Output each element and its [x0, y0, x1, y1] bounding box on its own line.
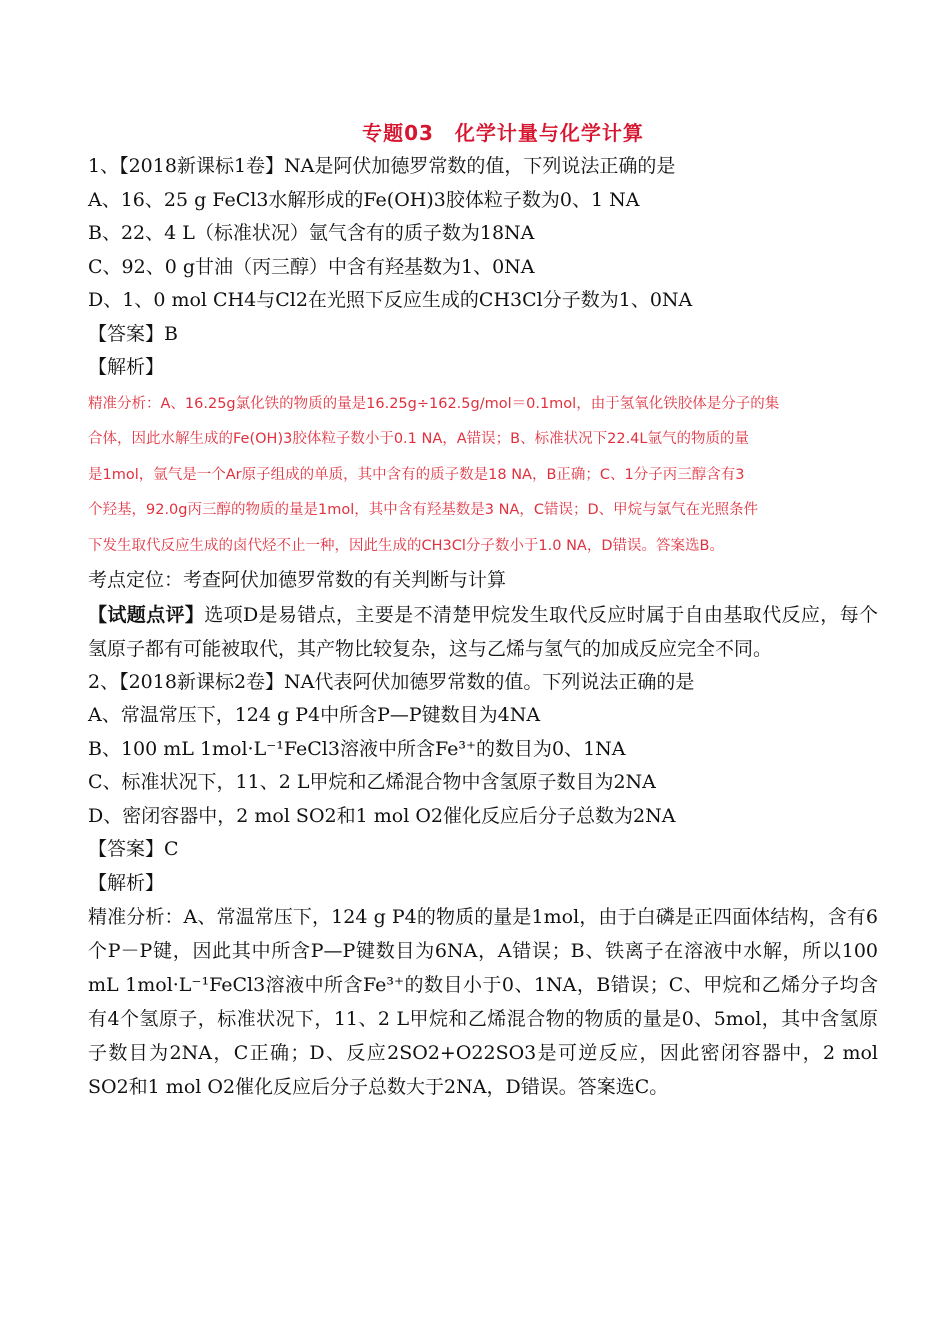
q1-comment-text: 选项D是易错点，主要是不清楚甲烷发生取代反应时属于自由基取代反应，每个氢原子都有可能被取代，其产物比较复杂，这与乙烯与氢气的加成反应完全不同。: [88, 603, 878, 660]
q1-analysis-line: 精准分析：A、16.25g氯化铁的物质的量是16.25g÷162.5g/mol＝0.1mol，由于氢氧化铁胶体是分子的集: [88, 395, 780, 412]
q1-kaodian: 考点定位：考查阿伏加德罗常数的有关判断与计算: [88, 569, 507, 591]
q2-analysis-text: 精准分析：A、常温常压下，124 g P4的物质的量是1mol，由于白磷是正四面体结构，含有6个P－P键，因此其中所含P—P键数目为6NA，A错误；B、铁离子在溶液中水解，所以100 mL 1mol·L⁻¹FeCl3溶液中所含Fe³⁺的数目小于0、1NA，B错误；C、甲烷和乙烯分子均含有4个氢原子，标准状况下，11、2 L甲烷和乙烯混合物的物质的量是0、5mol，其中含氢原子数目为2NA，C正确；D、反应2SO2+O22SO3是可逆反应，因此密闭容器中，2 mol SO2和1 mol O2催化反应后分子总数大于2NA，D错误。答案选C。: [88, 906, 878, 1098]
q2-option-a: A、常温常压下，124 g P4中所含P—P键数目为4NA: [88, 704, 541, 726]
q1-comment-label: 【试题点评】: [88, 603, 205, 626]
q1-analysis-line: 个羟基，92.0g丙三醇的物质的量是1mol，其中含有羟基数是3 NA，C错误；D、甲烷与氯气在光照条件: [88, 502, 759, 518]
q2-stem: 2、【2018新课标2卷】NA代表阿伏加德罗常数的值。下列说法正确的是: [88, 670, 695, 693]
q1-option-d: D、1、0 mol CH4与Cl2在光照下反应生成的CH3Cl分子数为1、0NA: [88, 289, 693, 311]
q2-option-d: D、密闭容器中，2 mol SO2和1 mol O2催化反应后分子总数为2NA: [88, 804, 676, 827]
q1-option-c: C、92、0 g甘油（丙三醇）中含有羟基数为1、0NA: [88, 255, 535, 278]
page-title: 专题03 化学计量与化学计算: [362, 121, 644, 145]
q2-option-b: B、100 mL 1mol·L⁻¹FeCl3溶液中所含Fe³⁺的数目为0、1NA: [88, 737, 626, 760]
q1-analysis-label: 【解析】: [88, 356, 165, 378]
q1-option-b: B、22、4 L（标准状况）氩气含有的质子数为18NA: [88, 222, 535, 244]
q1-stem: 1、【2018新课标1卷】NA是阿伏加德罗常数的值，下列说法正确的是: [88, 155, 676, 177]
document-page: [88, 118, 878, 1104]
q1-analysis-block: [88, 387, 878, 565]
q1-comment: [88, 598, 878, 666]
q1-analysis-line: 下发生取代反应生成的卤代烃不止一种，因此生成的CH3Cl分子数小于1.0 NA，D错误。答案选B。: [88, 537, 724, 554]
q2-analysis-label: 【解析】: [88, 871, 165, 894]
q1-analysis-line: 合体，因此水解生成的Fe(OH)3胶体粒子数小于0.1 NA，A错误；B、标准状况下22.4L氩气的物质的量: [88, 431, 749, 447]
q2-option-c: C、标准状况下，11、2 L甲烷和乙烯混合物中含氢原子数目为2NA: [88, 771, 656, 793]
q1-option-a: A、16、25 g FeCl3水解形成的Fe(OH)3胶体粒子数为0、1 NA: [88, 188, 640, 211]
q2-answer: 【答案】C: [88, 838, 179, 860]
q1-analysis-line: 是1mol，氩气是一个Ar原子组成的单质，其中含有的质子数是18 NA，B正确；C、1分子丙三醇含有3: [88, 466, 745, 483]
q1-answer: 【答案】B: [88, 322, 178, 345]
